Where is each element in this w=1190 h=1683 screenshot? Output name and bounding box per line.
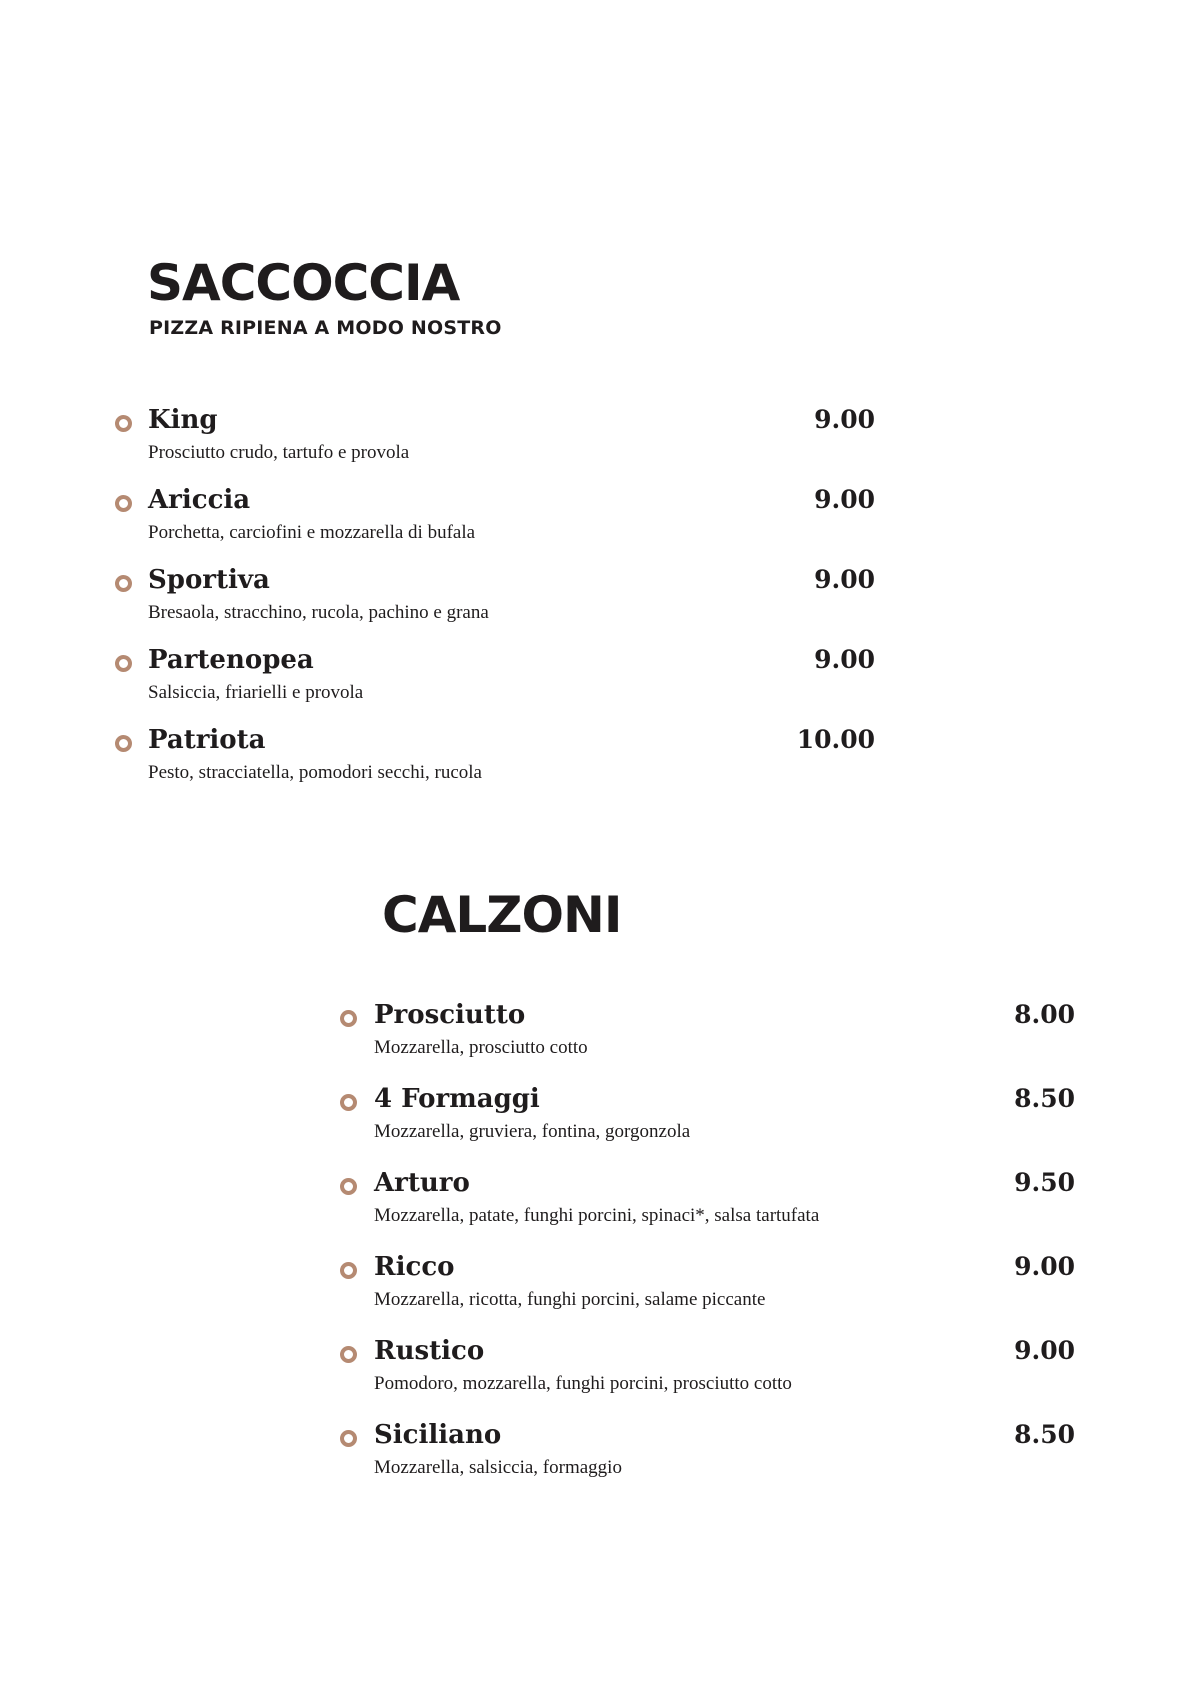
item-name: Prosciutto [374,1000,526,1030]
item-description: Mozzarella, prosciutto cotto [374,1037,588,1058]
ring-bullet-icon [115,575,132,592]
ring-bullet-icon [340,1430,357,1447]
item-name: Ricco [374,1252,455,1282]
ring-bullet-icon [340,1262,357,1279]
ring-bullet-icon [115,735,132,752]
item-description: Mozzarella, gruviera, fontina, gorgonzola [374,1121,691,1142]
item-description: Pomodoro, mozzarella, funghi porcini, prosciutto cotto [374,1373,792,1394]
menu-item [115,644,875,724]
item-price: 8.50 [1014,1420,1075,1449]
item-price: 9.00 [814,405,875,434]
menu-item [115,564,875,644]
item-description: Pesto, stracciatella, pomodori secchi, rucola [148,762,482,783]
ring-bullet-icon [340,1178,357,1195]
menu-item [340,1251,1075,1335]
menu-item [115,404,875,484]
item-name: Sportiva [148,565,270,595]
item-price: 9.00 [814,485,875,514]
ring-bullet-icon [115,495,132,512]
menu-item [340,1335,1075,1419]
calzoni-title: CALZONI [382,886,622,944]
menu-item [340,999,1075,1083]
menu-item [340,1083,1075,1167]
item-price: 9.00 [1014,1336,1075,1365]
item-price: 9.50 [1014,1168,1075,1197]
ring-bullet-icon [115,415,132,432]
item-name: 4 Formaggi [374,1084,540,1114]
item-description: Mozzarella, patate, funghi porcini, spinaci*, salsa tartufata [374,1205,820,1226]
saccoccia-title: SACCOCCIA [147,254,460,312]
item-price: 9.00 [814,645,875,674]
item-description: Mozzarella, ricotta, funghi porcini, salame piccante [374,1289,766,1310]
item-price: 9.00 [814,565,875,594]
item-name: Siciliano [374,1420,502,1450]
ring-bullet-icon [340,1010,357,1027]
item-description: Salsiccia, friarielli e provola [148,682,364,703]
item-price: 8.00 [1014,1000,1075,1029]
item-name: Patriota [148,725,266,755]
item-name: Arturo [374,1168,470,1198]
item-price: 8.50 [1014,1084,1075,1113]
ring-bullet-icon [340,1346,357,1363]
item-price: 9.00 [1014,1252,1075,1281]
item-description: Bresaola, stracchino, rucola, pachino e grana [148,602,489,623]
item-price: 10.00 [796,725,875,754]
item-name: Partenopea [148,645,314,675]
item-name: Rustico [374,1336,485,1366]
menu-item [340,1419,1075,1503]
calzoni-menu-list [340,999,1075,1503]
item-name: Ariccia [148,485,251,515]
ring-bullet-icon [340,1094,357,1111]
menu-item [115,484,875,564]
item-description: Porchetta, carciofini e mozzarella di bufala [148,522,476,543]
saccoccia-subtitle: PIZZA RIPIENA A MODO NOSTRO [149,317,502,339]
menu-item [115,724,875,804]
ring-bullet-icon [115,655,132,672]
saccoccia-menu-list [115,404,875,804]
item-description: Mozzarella, salsiccia, formaggio [374,1457,622,1478]
menu-item [340,1167,1075,1251]
item-name: King [148,405,218,435]
item-description: Prosciutto crudo, tartufo e provola [148,442,410,463]
